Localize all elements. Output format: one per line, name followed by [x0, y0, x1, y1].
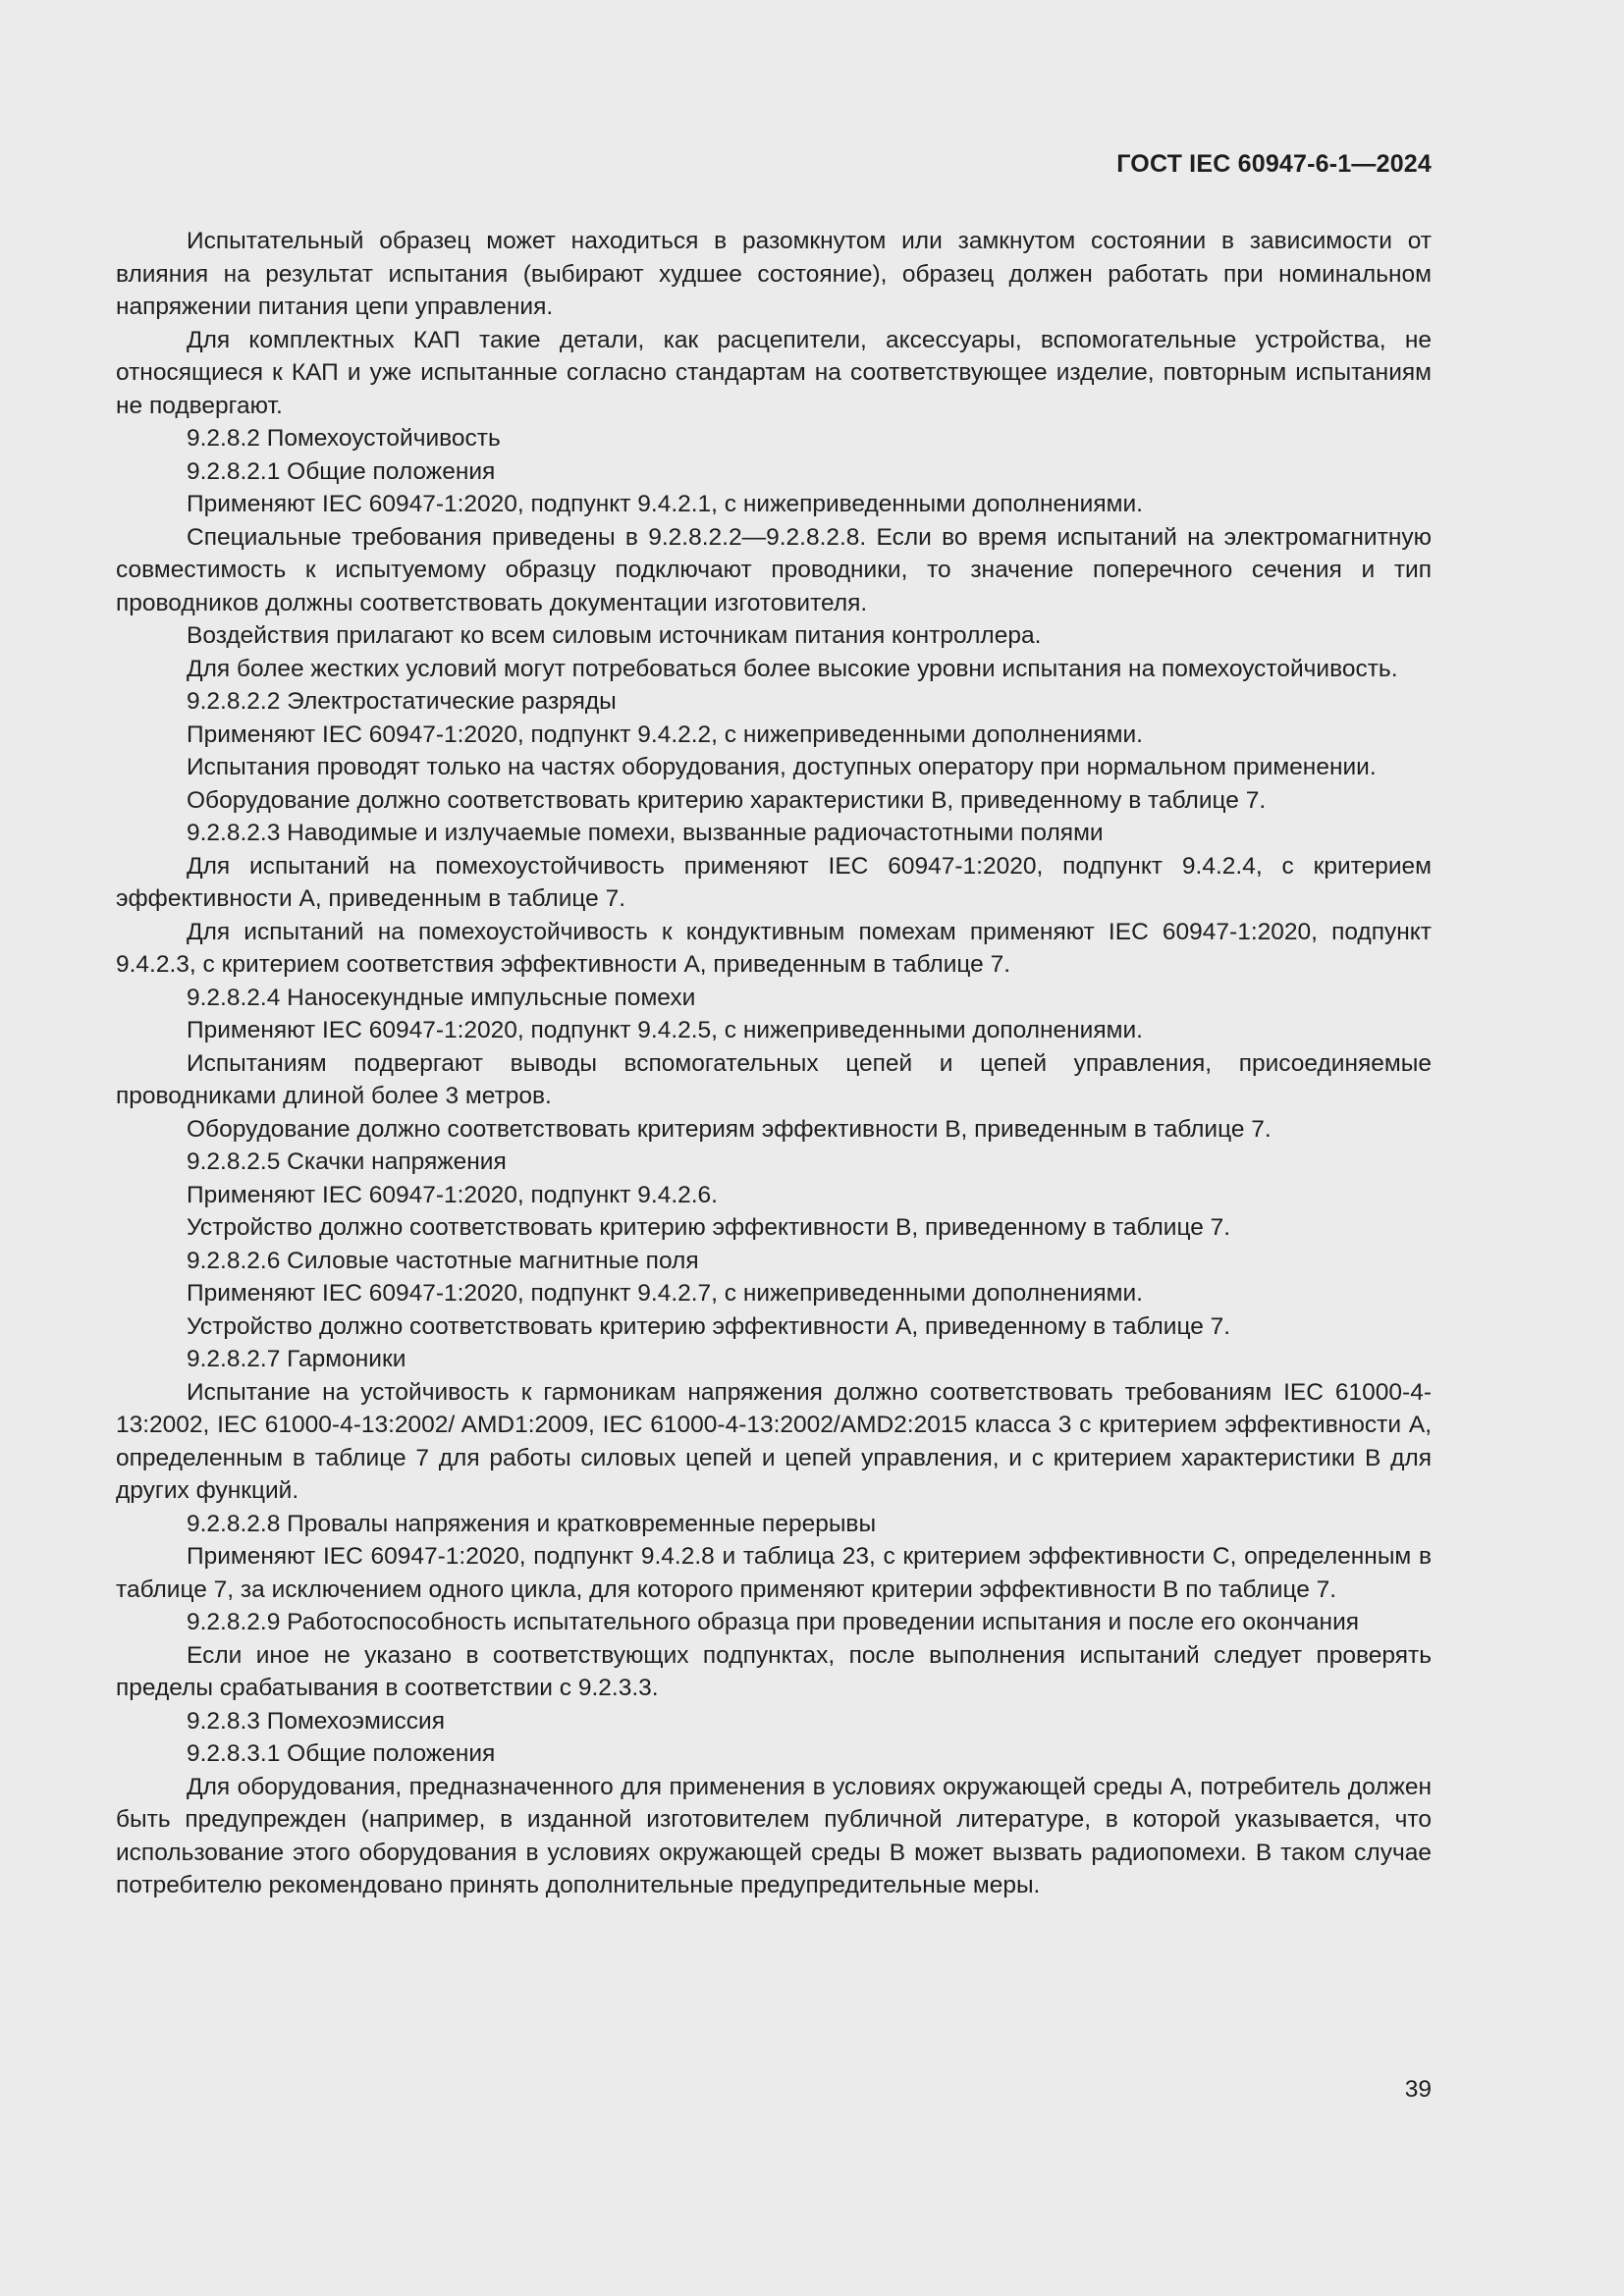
- paragraph: Устройство должно соответствовать критерию эффективности В, приведенному в таблице 7.: [187, 1214, 1231, 1241]
- page-number: 39: [1404, 2076, 1432, 2103]
- section-heading: 9.2.8.2.4 Наносекундные импульсные помехи: [187, 984, 696, 1011]
- paragraph: Испытательный образец может находиться в разомкнутом или замкнутом состоянии в зависимости от влияния на результат испытания (выбирают худшее состояние), образец должен работать при номинальном напряжении питания цепи управления.: [116, 228, 1432, 320]
- section-heading: 9.2.8.2.2 Электростатические разряды: [187, 688, 617, 715]
- paragraph: Применяют IEC 60947-1:2020, подпункт 9.4.2.5, с нижеприведенными дополнениями.: [187, 1017, 1143, 1043]
- paragraph: Для испытаний на помехоустойчивость к кондуктивным помехам применяют IEC 60947-1:2020, подпункт 9.4.2.3, с критерием соответствия эффективности А, приведенным в таблице 7.: [116, 918, 1432, 978]
- document-body: [116, 225, 1432, 1902]
- standard-designation: ГОСТ IEC 60947-6-1—2024: [1116, 150, 1432, 178]
- paragraph: Применяют IEC 60947-1:2020, подпункт 9.4.2.8 и таблица 23, с критерием эффективности С, определенным в таблице 7, за исключением одного цикла, для которого применяют критерии эффективности В по таблице 7.: [116, 1543, 1432, 1603]
- section-heading: 9.2.8.2.6 Силовые частотные магнитные поля: [187, 1247, 699, 1274]
- section-heading: 9.2.8.2.8 Провалы напряжения и кратковременные перерывы: [187, 1510, 877, 1537]
- paragraph: Оборудование должно соответствовать критерию характеристики В, приведенному в таблице 7.: [187, 786, 1267, 814]
- paragraph: Для комплектных КАП такие детали, как расцепители, аксессуары, вспомогательные устройства, не относящиеся к КАП и уже испытанные согласно стандартам на соответствующее изделие, повторным испытаниям не подвергают.: [116, 326, 1432, 419]
- section-heading: 9.2.8.3.1 Общие положения: [187, 1740, 496, 1767]
- section-heading: 9.2.8.2.1 Общие положения: [187, 457, 496, 485]
- paragraph: Испытания проводят только на частях оборудования, доступных оператору при нормальном применении.: [187, 754, 1377, 780]
- paragraph: Применяют IEC 60947-1:2020, подпункт 9.4.2.6.: [187, 1181, 718, 1208]
- paragraph: Воздействия прилагают ко всем силовым источникам питания контроллера.: [187, 622, 1042, 649]
- paragraph: Специальные требования приведены в 9.2.8.2.2—9.2.8.2.8. Если во время испытаний на электромагнитную совместимость к испытуемому образцу подключают проводники, то значение поперечного сечения и тип проводников должны соответствовать документации изготовителя.: [116, 523, 1432, 616]
- paragraph: Испытаниям подвергают выводы вспомогательных цепей и цепей управления, присоединяемые проводниками длиной более 3 метров.: [116, 1049, 1432, 1109]
- section-heading: 9.2.8.2.9 Работоспособность испытательного образца при проведении испытания и после его окончания: [187, 1609, 1360, 1635]
- paragraph: Для оборудования, предназначенного для применения в условиях окружающей среды А, потребитель должен быть предупрежден (например, в изданной изготовителем публичной литературе, в которой указывается, что использование этого оборудования в условиях окружающей среды В может вызвать радиопомехи. В таком случае потребителю рекомендовано принять дополнительные предупредительные меры.: [116, 1773, 1432, 1898]
- section-heading: 9.2.8.2.5 Скачки напряжения: [187, 1148, 507, 1175]
- paragraph: Оборудование должно соответствовать критериям эффективности В, приведенным в таблице 7.: [187, 1115, 1272, 1143]
- paragraph: Применяют IEC 60947-1:2020, подпункт 9.4.2.2, с нижеприведенными дополнениями.: [187, 721, 1143, 748]
- paragraph: Применяют IEC 60947-1:2020, подпункт 9.4.2.1, с нижеприведенными дополнениями.: [187, 491, 1143, 517]
- section-heading: 9.2.8.2.3 Наводимые и излучаемые помехи, вызванные радиочастотными полями: [187, 820, 1104, 846]
- paragraph: Испытание на устойчивость к гармоникам напряжения должно соответствовать требованиям IEC 61000-4-13:2002, IEC 61000-4-13:2002/ AMD1:2009, IEC 61000-4-13:2002/AMD2:2015 класса 3 с критерием эффективности А, определенным в таблице 7 для работы силовых цепей и цепей управления, и с критерием характеристики В для других функций.: [116, 1378, 1432, 1504]
- paragraph: Устройство должно соответствовать критерию эффективности А, приведенному в таблице 7.: [187, 1312, 1231, 1340]
- section-heading: 9.2.8.2.7 Гармоники: [187, 1346, 406, 1372]
- paragraph: Для испытаний на помехоустойчивость применяют IEC 60947-1:2020, подпункт 9.4.2.4, с критерием эффективности А, приведенным в таблице 7.: [116, 852, 1432, 912]
- section-heading: 9.2.8.2 Помехоустойчивость: [187, 425, 501, 452]
- paragraph: Для более жестких условий могут потребоваться более высокие уровни испытания на помехоустойчивость.: [187, 655, 1398, 682]
- paragraph: Если иное не указано в соответствующих подпунктах, после выполнения испытаний следует проверять пределы срабатывания в соответствии с 9.2.3.3.: [116, 1641, 1432, 1701]
- section-heading: 9.2.8.3 Помехоэмиссия: [187, 1707, 445, 1735]
- paragraph: Применяют IEC 60947-1:2020, подпункт 9.4.2.7, с нижеприведенными дополнениями.: [187, 1280, 1143, 1307]
